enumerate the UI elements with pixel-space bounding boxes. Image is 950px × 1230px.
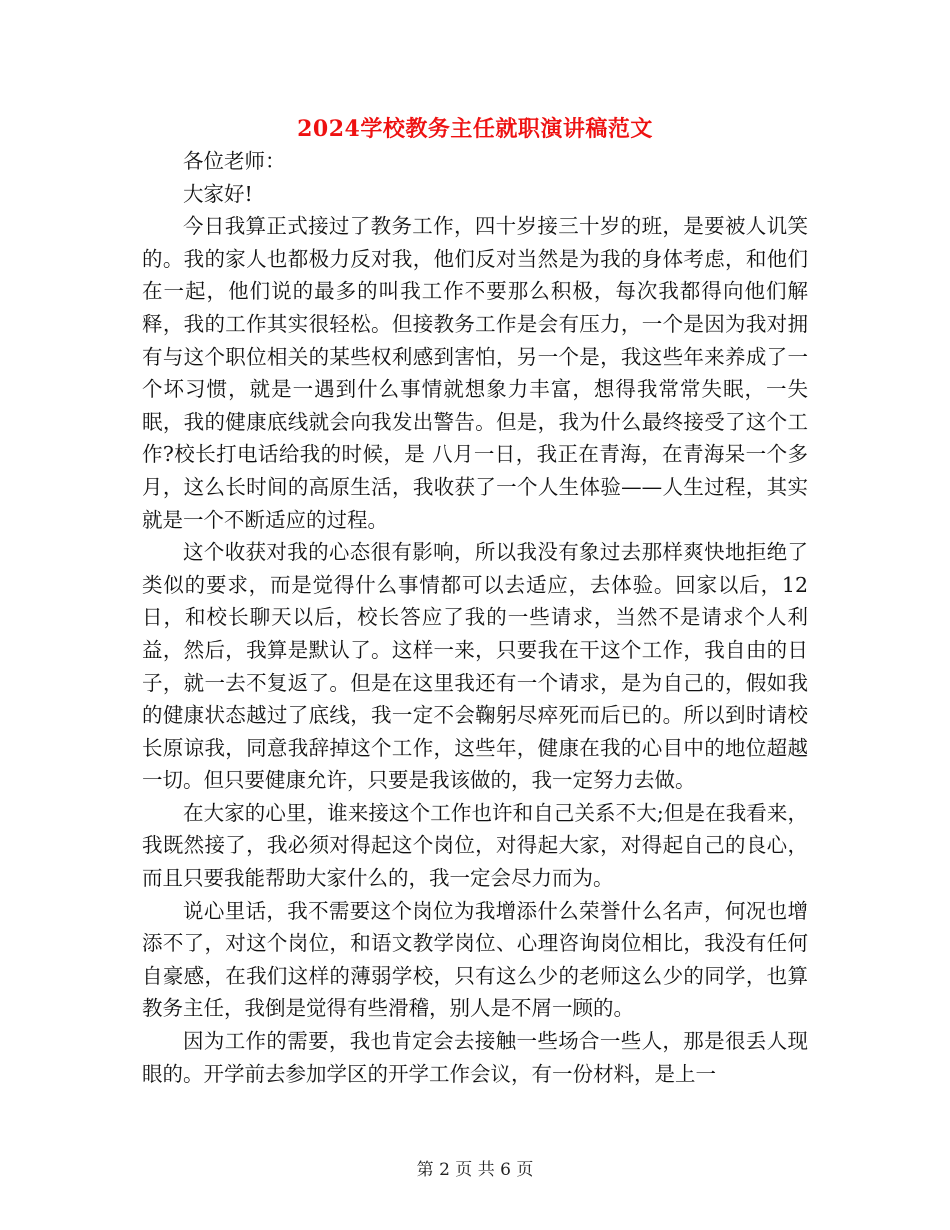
- document-body: [142, 145, 808, 1090]
- paragraph: 在大家的心里，谁来接这个工作也许和自己关系不大;但是在我看来，我既然接了，我必须对得起这个岗位，对得起大家，对得起自己的良心，而且只要我能帮助大家什么的，我一定会尽力而为。: [142, 800, 808, 891]
- paragraph: 今日我算正式接过了教务工作，四十岁接三十岁的班，是要被人讥笑的。我的家人也都极力反对我，他们反对当然是为我的身体考虑，和他们在一起，他们说的最多的叫我工作不要那么积极，每次我都得向他们解释，我的工作其实很轻松。但接教务工作是会有压力，一个是因为我对拥有与这个职位相关的某些权利感到害怕，另一个是，我这些年来养成了一个坏习惯，就是一遇到什么事情就想象力丰富，想得我常常失眠，一失眠，我的健康底线就会向我发出警告。但是，我为什么最终接受了这个工作?校长打电话给我的时候，是 八月一日，我正在青海，在青海呆一个多月，这么长时间的高原生活，我收获了一个人生体验——人生过程，其实就是一个不断适应的过程。: [142, 214, 808, 532]
- paragraph: 说心里话，我不需要这个岗位为我增添什么荣誉什么名声，何况也增添不了，对这个岗位，和语文教学岗位、心理咨询岗位相比，我没有任何自豪感，在我们这样的薄弱学校，只有这么少的老师这么少的同学，也算教务主任，我倒是觉得有些滑稽，别人是不屑一顾的。: [142, 898, 808, 1021]
- greeting: 大家好!: [183, 181, 253, 206]
- page-number-footer: 第 2 页 共 6 页: [416, 1160, 534, 1180]
- salutation: 各位老师：: [183, 149, 286, 173]
- paragraph: 这个收获对我的心态很有影响，所以我没有象过去那样爽快地拒绝了类似的要求，而是觉得什么事情都可以去适应，去体验。回家以后，12日，和校长聊天以后，校长答应了我的一些请求，当然不是请求个人利益，然后，我算是默认了。这样一来，只要我在干这个工作，我自由的日子，就一去不复返了。但是在这里我还有一个请求，是为自己的，假如我的健康状态越过了底线，我一定不会鞠躬尽瘁死而后已的。所以到时请校长原谅我，同意我辞掉这个工作，这些年，健康在我的心目中的地位超越一切。但只要健康允许，只要是我该做的，我一定努力去做。: [142, 540, 808, 793]
- paragraph: 因为工作的需要，我也肯定会去接触一些场合一些人，那是很丢人现眼的。开学前去参加学区的开学工作会议，有一份材料，是上一: [142, 1029, 808, 1086]
- document-title: 2024学校教务主任就职演讲稿范文: [297, 116, 653, 142]
